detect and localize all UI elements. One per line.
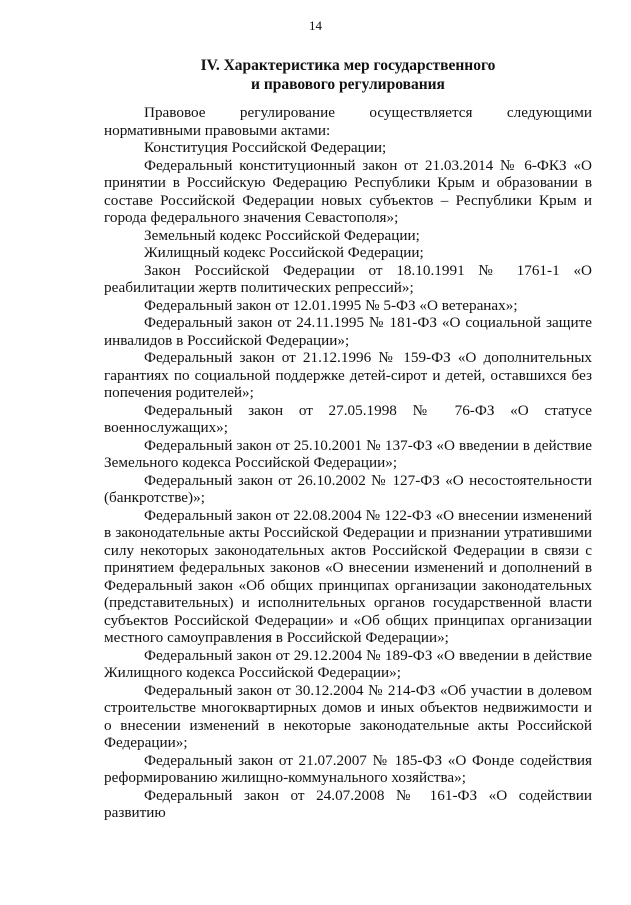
- section-heading: [104, 56, 592, 94]
- paragraph-military-law: Федеральный закон от 27.05.1998 № 76-ФЗ «О статусе военнослужащих»;: [104, 401, 592, 436]
- paragraph-housing-development-law: Федеральный закон от 24.07.2008 № 161-ФЗ «О содействии развитию: [104, 786, 592, 821]
- section-heading-line-1: IV. Характеристика мер государственного: [200, 57, 496, 74]
- paragraph-veterans-law: Федеральный закон от 12.01.1995 № 5-ФЗ «О ветеранах»;: [144, 296, 518, 314]
- paragraph-constitution: Конституция Российской Федерации;: [144, 139, 387, 156]
- page-number: 14: [309, 18, 322, 33]
- paragraph-land-code-enactment: Федеральный закон от 25.10.2001 № 137-ФЗ «О введении в действие Земельного кодекса Российской Федерации»;: [104, 436, 592, 471]
- paragraph-bankruptcy-law: Федеральный закон от 26.10.2002 № 127-ФЗ «О несостоятельности (банкротстве)»;: [104, 471, 592, 506]
- paragraph-orphans-law: Федеральный закон от 21.12.1996 № 159-ФЗ «О дополнительных гарантиях по социальной поддержке детей-сирот и детей, оставшихся без попечения родителей»;: [104, 349, 592, 401]
- document-body: [104, 104, 592, 822]
- paragraph-shared-construction-law: Федеральный закон от 30.12.2004 № 214-ФЗ «Об участии в долевом строительстве многоквартирных домов и иных объектов недвижимости и о внесении изменений в некоторые законодательные акты Российской Федерации»;: [104, 681, 592, 751]
- paragraph-disabled-law: Федеральный закон от 24.11.1995 № 181-ФЗ «О социальной защите инвалидов в Российской Федерации»;: [104, 314, 592, 349]
- paragraph-rehabilitation-law: Закон Российской Федерации от 18.10.1991 № 1761-1 «О реабилитации жертв политических репрессий»;: [104, 261, 592, 296]
- paragraph-land-code: Земельный кодекс Российской Федерации;: [144, 226, 420, 244]
- section-heading-line-2: и правового регулирования: [251, 76, 445, 93]
- paragraph-intro: Правовое регулирование осуществляется следующими нормативными правовыми актами:: [104, 104, 592, 139]
- paragraph-fkz-crimea: Федеральный конституционный закон от 21.03.2014 № 6-ФКЗ «О принятии в Российскую Федерацию Республики Крым и образовании в составе Российской Федерации новых субъектов – Республики Крым и города федерального значения Севастополя»;: [104, 156, 592, 226]
- paragraph-housing-fund-law: Федеральный закон от 21.07.2007 № 185-ФЗ «О Фонде содействия реформированию жилищно-коммунального хозяйства»;: [104, 751, 592, 786]
- paragraph-housing-code: Жилищный кодекс Российской Федерации;: [144, 244, 424, 261]
- paragraph-housing-code-enactment: Федеральный закон от 29.12.2004 № 189-ФЗ «О введении в действие Жилищного кодекса Российской Федерации»;: [104, 646, 592, 681]
- paragraph-amendments-law: Федеральный закон от 22.08.2004 № 122-ФЗ «О внесении изменений в законодательные акты Российской Федерации и признании утратившими силу некоторых законодательных актов Российской Федерации в связи с принятием федеральных законов «О внесении изменений и дополнений в Федеральный закон «Об общих принципах организации законодательных (представительных) и исполнительных органов государственной власти субъектов Российской Федерации» и «Об общих принципах организации местного самоуправления в Российской Федерации»;: [104, 506, 592, 646]
